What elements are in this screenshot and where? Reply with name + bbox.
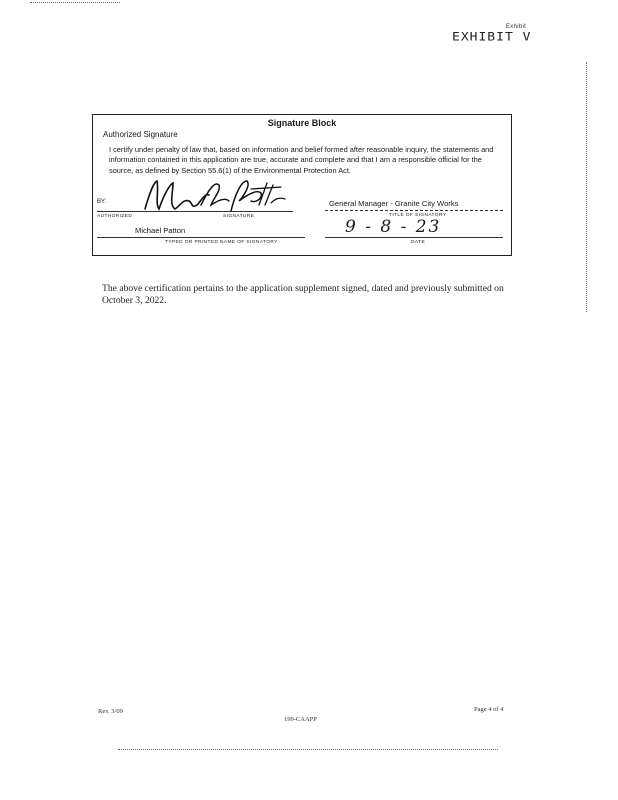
exhibit-stamp-small: Exhibit [506, 24, 527, 30]
signature-caption: SIGNATURE [223, 214, 255, 219]
footer-revision: Rev. 3/09 [98, 708, 123, 715]
scan-artifact-right [586, 62, 587, 312]
authorized-signature-label: Authorized Signature [103, 130, 178, 139]
footer-form-number: 199-CAAPP [284, 716, 317, 723]
name-line [97, 237, 305, 238]
date-caption: DATE [411, 240, 426, 245]
title-caption: TITLE OF SIGNATORY [389, 213, 447, 218]
certification-statement: I certify under penalty of law that, based on information and belief formed after reasonable inquiry, the statements and information contained in this application are true, accurate and complete and that I am a responsible official for the source, as defined by Section 55.6(1) of the Environmental Protection Act. [109, 145, 494, 175]
certification-note: The above certification pertains to the application supplement signed, dated and previously submitted on October 3, 2022. [102, 283, 504, 306]
authorized-caption: AUTHORIZED [97, 214, 133, 219]
scan-artifact-bottom [118, 749, 498, 750]
signature-block-title: Signature Block [267, 118, 337, 128]
title-line [325, 210, 503, 211]
printed-name-value: Michael Patton [135, 226, 186, 235]
printed-name-caption: TYPED OR PRINTED NAME OF SIGNATORY [165, 240, 278, 245]
title-of-signatory-value: General Manager - Granite City Works [329, 199, 459, 208]
footer-page-number: Page 4 of 4 [474, 706, 504, 713]
signature-block [92, 114, 512, 256]
exhibit-stamp: EXHIBIT V [452, 30, 532, 45]
handwritten-signature [139, 175, 289, 217]
handwritten-date: 9 - 8 - 23 [345, 217, 442, 237]
date-line [325, 237, 503, 238]
by-label: BY: [97, 199, 107, 205]
scan-artifact-top [30, 2, 120, 3]
